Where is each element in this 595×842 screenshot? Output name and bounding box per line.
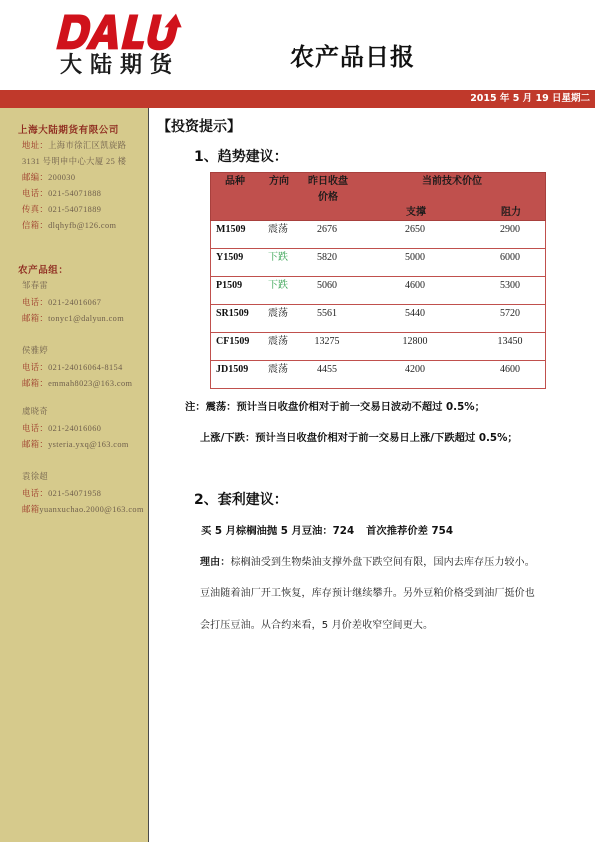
postcode-label: 邮编： bbox=[22, 172, 49, 182]
table-row bbox=[211, 221, 545, 249]
address-label: 地址： bbox=[22, 141, 49, 150]
resistance-cell: 13450 bbox=[497, 336, 523, 347]
member-name: 袁徐超 bbox=[22, 472, 49, 481]
address-line bbox=[22, 138, 126, 154]
fax-label: 传真： bbox=[22, 204, 49, 214]
logo-wordmark bbox=[56, 14, 185, 51]
reason-line: 豆油随着油厂开工恢复，库存预计继续攀升。另外豆粕价格受到油厂挺价也 bbox=[200, 588, 535, 599]
company-name: 上海大陆期货有限公司 bbox=[18, 126, 120, 136]
phone-label: 电话： bbox=[22, 297, 49, 307]
email-label: 邮箱： bbox=[22, 440, 49, 449]
header-prev-close-line2: 价格 bbox=[318, 192, 338, 203]
support-cell: 4200 bbox=[405, 364, 425, 375]
member-name: 邹春雷 bbox=[22, 281, 49, 290]
resistance-cell: 4600 bbox=[500, 364, 520, 375]
mail-label: 信箱： bbox=[22, 220, 49, 230]
phone-number: 021-54071958 bbox=[48, 488, 102, 498]
recommendation-text: 买 5 月棕榈油抛 5 月豆油：724 bbox=[201, 525, 355, 537]
fax-number: 021-54071889 bbox=[48, 204, 102, 214]
reason-label: 理由： bbox=[200, 557, 231, 568]
mail-address: dlqhyfb@126.com bbox=[48, 220, 117, 230]
phone-number: 021-54071888 bbox=[48, 188, 102, 198]
variety-code-cell: CF1509 bbox=[216, 336, 250, 347]
member-phone bbox=[22, 295, 124, 312]
table-row bbox=[211, 333, 545, 361]
variety-code-cell: Y1509 bbox=[216, 252, 244, 263]
reason-text: 棕榈油受到生物柴油支撑外盘下跌空间有限，国内去库存压力较小。 bbox=[230, 557, 535, 568]
member-name: 侯雅婷 bbox=[22, 346, 49, 355]
direction-cell: 震荡 bbox=[268, 308, 288, 319]
variety-code-cell: SR1509 bbox=[216, 308, 249, 319]
initial-spread: 首次推荐价差 754 bbox=[366, 525, 454, 537]
sidebar bbox=[0, 108, 149, 842]
member-card bbox=[22, 343, 132, 393]
logo-chinese-name: 大陆期货 bbox=[60, 53, 181, 78]
direction-cell: 下跌 bbox=[268, 252, 288, 263]
postcode-value: 200030 bbox=[48, 172, 76, 182]
direction-cell: 震荡 bbox=[268, 224, 288, 235]
address-line-2: 3131 号明申中心大厦 25 楼 bbox=[22, 156, 127, 166]
support-cell: 12800 bbox=[402, 336, 428, 347]
resistance-cell: 2900 bbox=[500, 224, 520, 235]
prev-close-cell: 5820 bbox=[317, 252, 337, 263]
header-prev-close: 昨日收盘 bbox=[308, 176, 348, 187]
phone-number: 021-24016064-8154 bbox=[48, 362, 123, 372]
member-email bbox=[22, 311, 124, 328]
mail-line bbox=[22, 218, 126, 234]
reason-line bbox=[200, 556, 535, 570]
report-date: 2015 年 5 月 19 日星期二 bbox=[470, 93, 590, 104]
member-card bbox=[22, 404, 129, 454]
header-resistance: 阻力 bbox=[501, 207, 521, 218]
prev-close-cell: 2676 bbox=[317, 224, 337, 235]
member-email bbox=[22, 376, 132, 393]
phone-number: 021-24016067 bbox=[48, 297, 102, 307]
email-label: 邮箱： bbox=[22, 379, 49, 388]
trend-table bbox=[210, 172, 546, 389]
email-address: ysteria.yxq@163.com bbox=[48, 440, 129, 449]
logo-letter-l bbox=[121, 15, 150, 50]
member-email bbox=[22, 437, 129, 454]
section-title: 【投资提示】 bbox=[157, 119, 241, 135]
main-content bbox=[149, 108, 595, 842]
header-direction: 方向 bbox=[269, 176, 289, 187]
support-cell: 5440 bbox=[405, 308, 425, 319]
table-row bbox=[211, 249, 545, 277]
logo-letter-a bbox=[85, 15, 126, 50]
support-cell: 5000 bbox=[405, 252, 425, 263]
logo-letter-u-arrow bbox=[145, 14, 185, 51]
member-name: 虞晓奇 bbox=[22, 407, 49, 416]
note-up-down: 上涨/下跌：预计当日收盘价相对于前一交易日上涨/下跌超过 0.5%； bbox=[200, 432, 518, 444]
prev-close-cell: 5060 bbox=[317, 280, 337, 291]
logo-letter-d bbox=[56, 15, 94, 50]
header-support: 支撑 bbox=[406, 207, 426, 218]
company-contact bbox=[22, 138, 126, 233]
postcode-line bbox=[22, 170, 126, 186]
variety-code-cell: M1509 bbox=[216, 224, 246, 235]
header-code: 品种 bbox=[225, 176, 245, 187]
table-body bbox=[210, 221, 546, 389]
phone-label: 电话： bbox=[22, 488, 49, 498]
phone-label: 电话： bbox=[22, 423, 49, 433]
email-label: 邮箱 bbox=[22, 505, 40, 514]
member-phone bbox=[22, 421, 129, 438]
date-banner bbox=[0, 90, 595, 108]
variety-code-cell: P1509 bbox=[216, 280, 243, 291]
direction-cell: 下跌 bbox=[268, 280, 288, 291]
phone-label: 电话： bbox=[22, 362, 49, 372]
resistance-cell: 5720 bbox=[500, 308, 520, 319]
email-label: 邮箱： bbox=[22, 314, 49, 323]
resistance-cell: 5300 bbox=[500, 280, 520, 291]
table-header bbox=[210, 172, 546, 221]
direction-cell: 震荡 bbox=[268, 336, 288, 347]
header-tech-levels: 当前技术价位 bbox=[422, 176, 482, 187]
resistance-cell: 6000 bbox=[500, 252, 520, 263]
company-logo bbox=[56, 9, 186, 53]
address-value: 上海市徐汇区凯旋路 bbox=[48, 141, 127, 150]
report-title: 农产品日报 bbox=[290, 43, 415, 71]
table-row bbox=[211, 305, 545, 333]
support-cell: 2650 bbox=[405, 224, 425, 235]
group-title: 农产品组： bbox=[18, 266, 69, 276]
prev-close-cell: 13275 bbox=[314, 336, 340, 347]
fax-line bbox=[22, 202, 126, 218]
table-row bbox=[211, 361, 545, 389]
support-cell: 4600 bbox=[405, 280, 425, 291]
arbitrage-recommendation bbox=[201, 524, 453, 538]
table-row bbox=[211, 277, 545, 305]
member-phone bbox=[22, 486, 144, 503]
direction-cell: 震荡 bbox=[268, 364, 288, 375]
member-card bbox=[22, 469, 144, 519]
prev-close-cell: 5561 bbox=[317, 308, 337, 319]
member-email bbox=[22, 502, 144, 519]
email-address: yuanxuchao.2000@163.com bbox=[39, 505, 144, 514]
phone-line bbox=[22, 186, 126, 202]
note-oscillation: 注：震荡：预计当日收盘价相对于前一交易日波动不超过 0.5%； bbox=[185, 401, 485, 413]
member-card bbox=[22, 278, 124, 328]
phone-label: 电话： bbox=[22, 188, 49, 198]
prev-close-cell: 4455 bbox=[317, 364, 337, 375]
email-address: tonyc1@dalyun.com bbox=[48, 314, 125, 323]
email-address: emmah8023@163.com bbox=[48, 379, 133, 388]
phone-number: 021-24016060 bbox=[48, 423, 102, 433]
trend-heading: 1、趋势建议： bbox=[194, 149, 288, 165]
arbitrage-heading: 2、套利建议： bbox=[194, 492, 288, 508]
reason-line: 会打压豆油。从合约来看，5 月价差收窄空间更大。 bbox=[200, 620, 434, 631]
member-phone bbox=[22, 360, 132, 377]
variety-code-cell: JD1509 bbox=[216, 364, 249, 375]
